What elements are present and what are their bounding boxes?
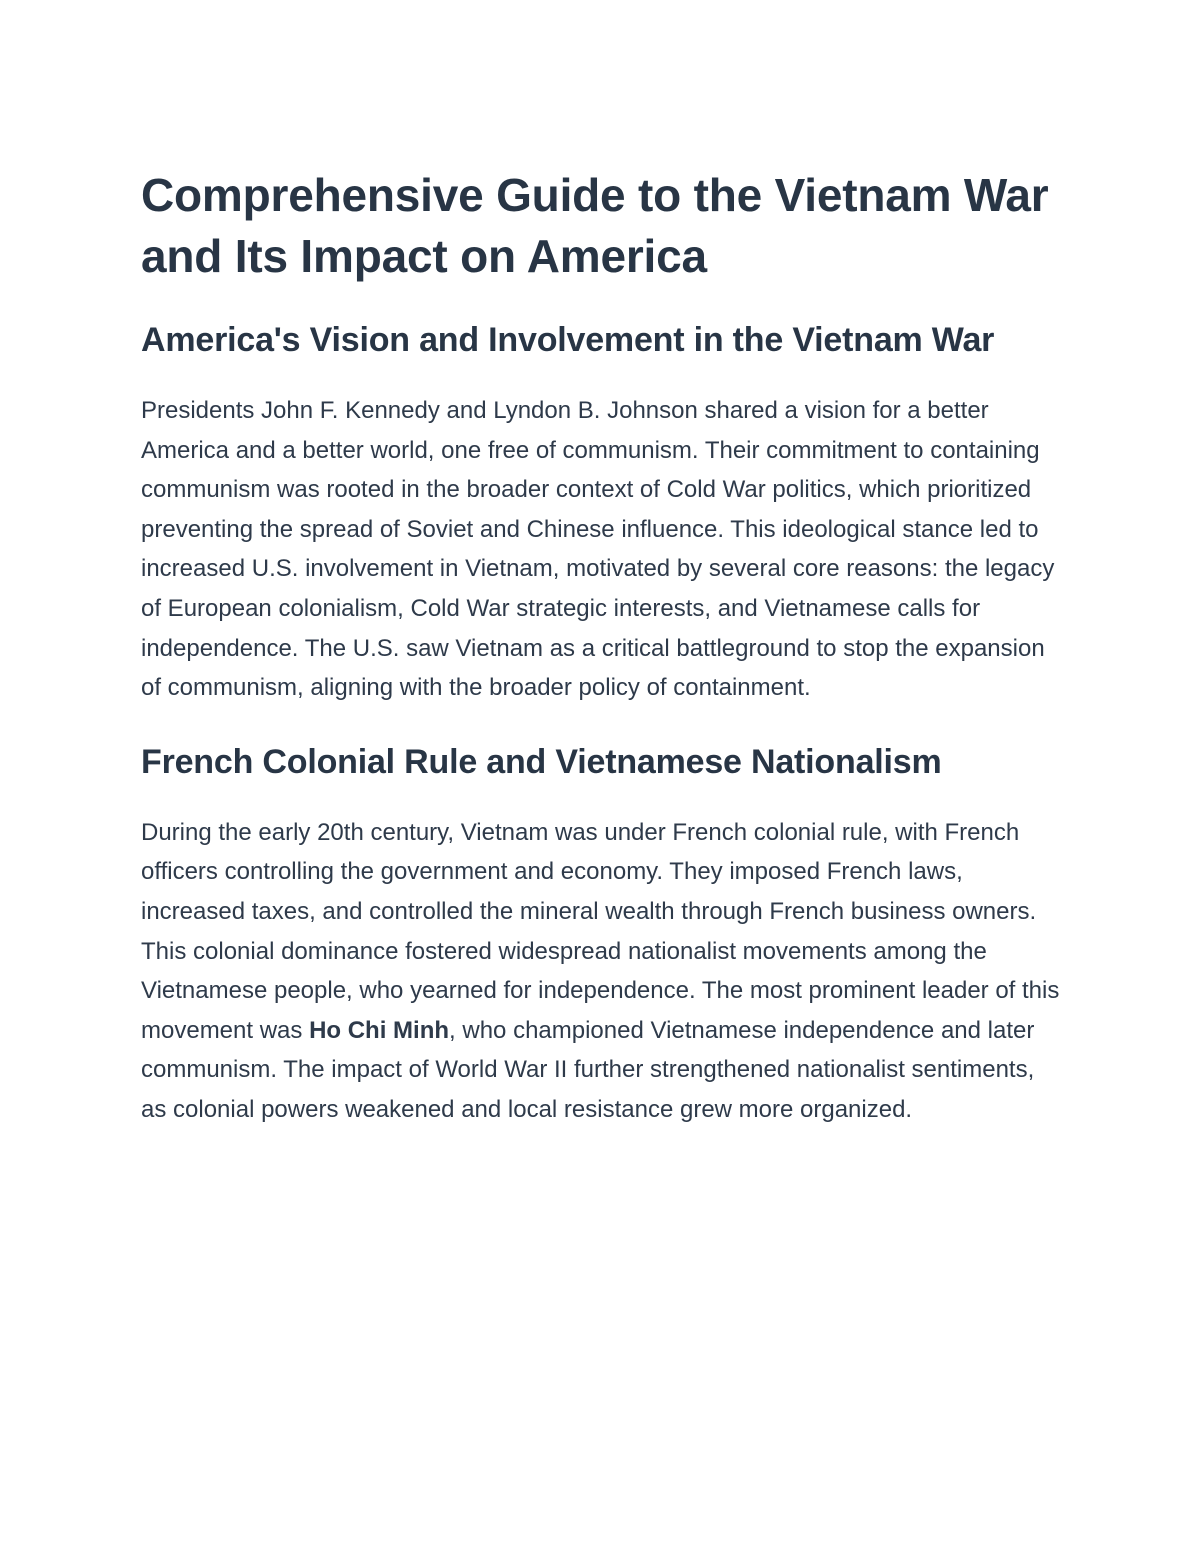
paragraph-text-after: , who championed Vietnamese independence and later communism. The impact of World War II further strengthened nationalist sentiments, as colonial powers weakened and local resistance grew more organized. — [141, 1016, 1035, 1123]
section-heading-america-vision: America's Vision and Involvement in the Vietnam War — [141, 321, 995, 359]
bold-name-ho-chi-minh: Ho Chi Minh — [309, 1016, 450, 1044]
document-title: Comprehensive Guide to the Vietnam War and Its Impact on America — [141, 169, 1049, 282]
section-heading-french-colonial: French Colonial Rule and Vietnamese Nationalism — [141, 742, 942, 781]
paragraph-text-before: During the early 20th century, Vietnam was under French colonial rule, with French officers controlling the government and economy. They imposed French laws, increased taxes, and controlled the mineral wealth through French business owners. This colonial dominance fostered widespread nationalist movements among the Vietnamese people, who yearned for independence. The most prominent leader of this movement was — [141, 818, 1060, 1044]
section-paragraph-french-colonial — [141, 813, 1066, 1130]
section-paragraph-america-vision: Presidents John F. Kennedy and Lyndon B. Johnson shared a vision for a better America and a better world, one free of communism. Their commitment to containing communism was rooted in the broader context of Cold War politics, which prioritized preventing the spread of Soviet and Chinese influence. This ideological stance led to increased U.S. involvement in Vietnam, motivated by several core reasons: the legacy of European colonialism, Cold War strategic interests, and Vietnamese calls for independence. The U.S. saw Vietnam as a critical battleground to stop the expansion of communism, aligning with the broader policy of containment. — [141, 397, 1055, 702]
document-page — [141, 165, 1066, 1130]
